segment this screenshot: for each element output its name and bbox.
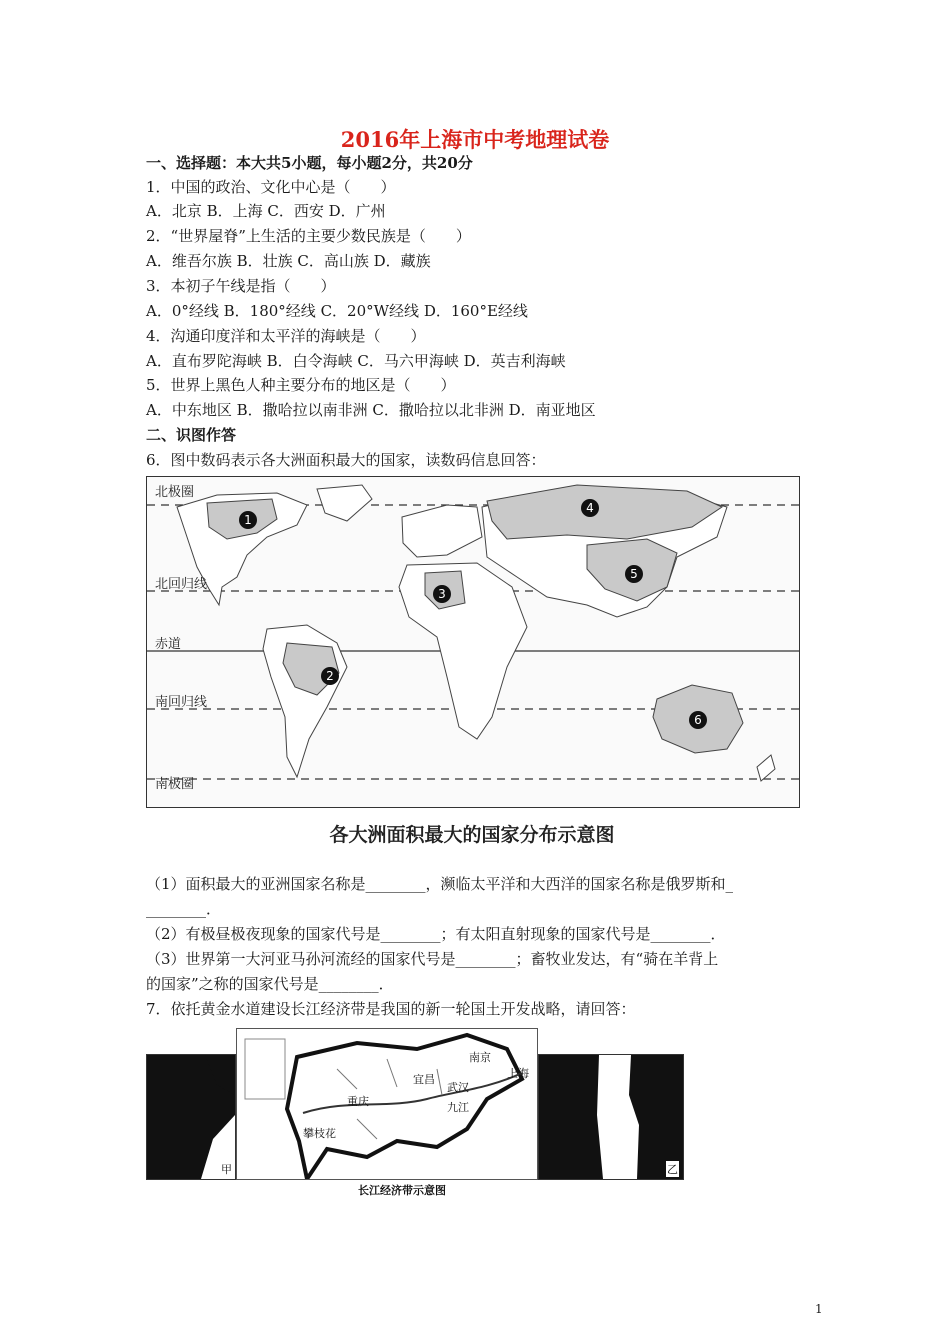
q2-stem: 2．“世界屋脊”上生活的主要少数民族是（ ） [146, 227, 471, 245]
marker-2: 2 [321, 667, 339, 685]
city-chongqing: 重庆 [347, 1095, 369, 1108]
city-shanghai: 上海 [507, 1067, 529, 1080]
tropic-cancer-label: 北回归线 [155, 577, 208, 592]
inset-left-label: 甲 [221, 1163, 232, 1176]
city-panzhihua: 攀枝花 [303, 1127, 336, 1140]
city-jiujiang: 九江 [447, 1101, 469, 1114]
marker-3: 3 [433, 585, 451, 603]
section1-heading: 一、选择题：本大共5小题，每小题2分，共20分 [146, 154, 473, 172]
q3-options: A．0°经线 B．180°经线 C．20°W经线 D．160°E经线 [146, 302, 528, 320]
yangtze-region [236, 1028, 538, 1180]
city-nanjing: 南京 [469, 1051, 491, 1064]
q6-part1-cont: ________． [146, 900, 222, 918]
tropic-capricorn-label: 南回归线 [155, 695, 208, 710]
page-number: 1 [815, 1302, 823, 1316]
q1-options: A．北京 B．上海 C．西安 D．广州 [146, 202, 386, 220]
q6-stem: 6．图中数码表示各大洲面积最大的国家，读数码信息回答： [146, 451, 546, 469]
city-yichang: 宜昌 [413, 1073, 435, 1086]
inset-right-label: 乙 [667, 1163, 678, 1176]
q4-options: A．直布罗陀海峡 B．白令海峡 C．马六甲海峡 D．英吉利海峡 [146, 352, 566, 370]
q6-part2: （2）有极昼极夜现象的国家代号是________；有太阳直射现象的国家代号是________． [146, 925, 726, 943]
section2-heading: 二、识图作答 [146, 426, 237, 444]
greenland-shape [317, 485, 372, 521]
q6-part3: （3）世界第一大河亚马孙河流经的国家代号是________；畜牧业发达，有“骑在羊背上 [146, 950, 719, 968]
q7-stem: 7．依托黄金水道建设长江经济带是我国的新一轮国土开发战略，请回答： [146, 1000, 636, 1018]
q5-options: A．中东地区 B．撒哈拉以南非洲 C．撒哈拉以北非洲 D．南亚地区 [146, 401, 596, 419]
arctic-circle-label: 北极圈 [155, 485, 195, 500]
inset-right-drawing [539, 1055, 683, 1179]
city-wuhan: 武汉 [447, 1081, 469, 1094]
yangtze-region-drawing [237, 1029, 537, 1179]
q5-stem: 5．世界上黑色人种主要分布的地区是（ ） [146, 376, 456, 394]
new-zealand-shape [757, 755, 775, 781]
equator-label: 赤道 [155, 637, 182, 652]
marker-6: 6 [689, 711, 707, 729]
yangtze-map [146, 1028, 686, 1197]
q6-part3-cont: 的国家”之称的国家代号是________． [146, 975, 394, 993]
world-map-caption: 各大洲面积最大的国家分布示意图 [329, 824, 615, 846]
q1-stem: 1．中国的政治、文化中心是（ ） [146, 178, 396, 196]
q6-part1: （1）面积最大的亚洲国家名称是________，濒临太平洋和大西洋的国家名称是俄罗斯和_ [146, 875, 734, 893]
q3-stem: 3．本初子午线是指（ ） [146, 277, 336, 295]
q4-stem: 4．沟通印度洋和太平洋的海峡是（ ） [146, 327, 426, 345]
world-map [146, 476, 800, 808]
antarctic-circle-label: 南极圈 [155, 777, 195, 792]
inset-left [146, 1054, 236, 1180]
exam-title: 2016年上海市中考地理试卷 [340, 127, 610, 152]
marker-1: 1 [239, 511, 257, 529]
q2-options: A．维吾尔族 B．壮族 C．高山族 D．藏族 [146, 252, 431, 270]
marker-5: 5 [625, 565, 643, 583]
europe-shape [402, 505, 482, 557]
yangtze-map-caption: 长江经济带示意图 [358, 1184, 446, 1197]
inset-right [538, 1054, 684, 1180]
marker-4: 4 [581, 499, 599, 517]
